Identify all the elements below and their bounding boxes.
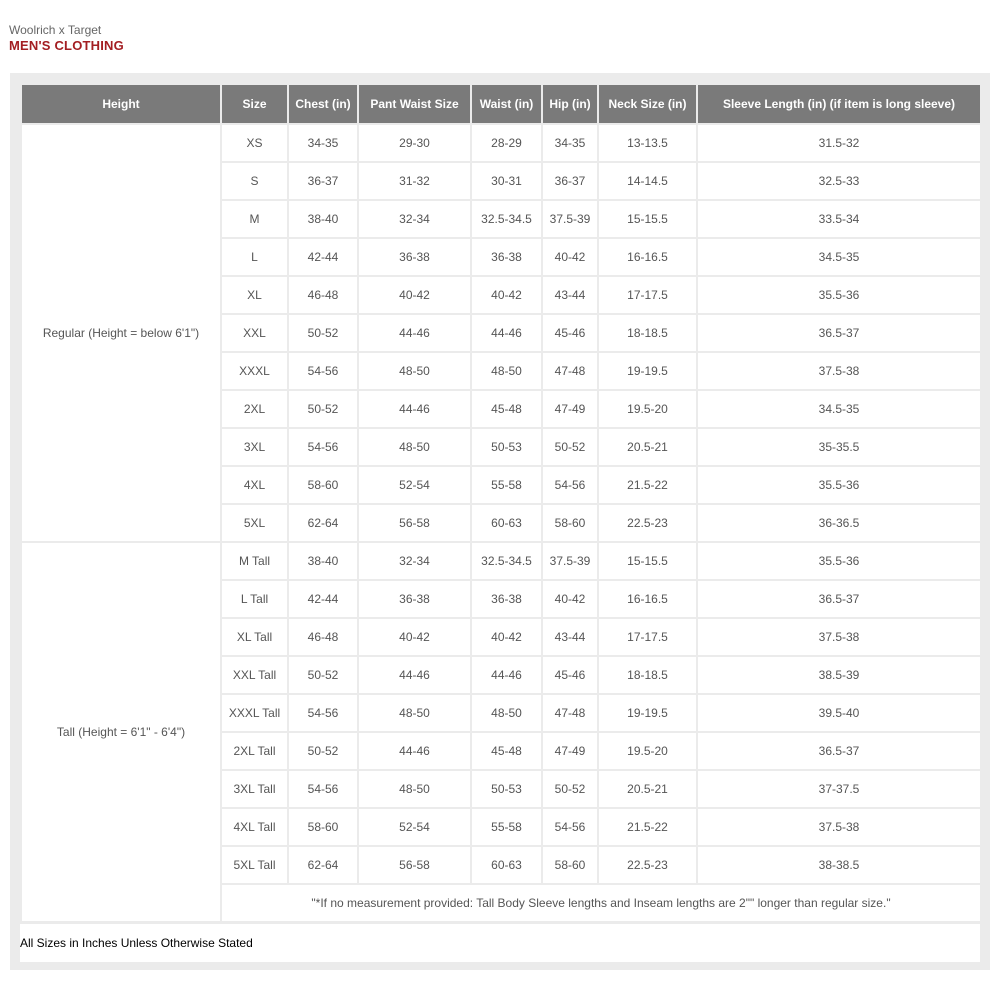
table-cell: 37.5-39: [542, 542, 598, 580]
table-cell: XXXL: [221, 352, 288, 390]
column-header: Height: [21, 84, 221, 124]
table-cell: 39.5-40: [697, 694, 981, 732]
tall-sizing-note: "*If no measurement provided: Tall Body Sleeve lengths and Inseam lengths are 2"" longer than regular size.": [221, 884, 981, 922]
table-cell: 62-64: [288, 504, 358, 542]
table-cell: 40-42: [471, 618, 542, 656]
table-row: [21, 124, 981, 162]
table-cell: 32.5-34.5: [471, 542, 542, 580]
table-cell: 35.5-36: [697, 466, 981, 504]
table-cell: 22.5-23: [598, 846, 697, 884]
table-cell: 36-38: [358, 580, 471, 618]
table-cell: XS: [221, 124, 288, 162]
table-cell: 43-44: [542, 618, 598, 656]
table-cell: XL Tall: [221, 618, 288, 656]
table-cell: 46-48: [288, 276, 358, 314]
table-cell: L: [221, 238, 288, 276]
table-cell: 31-32: [358, 162, 471, 200]
table-cell: 34.5-35: [697, 390, 981, 428]
table-cell: 50-53: [471, 428, 542, 466]
table-cell: 48-50: [358, 694, 471, 732]
height-group-label: Tall (Height = 6'1" - 6'4"): [21, 542, 221, 922]
footer-text: All Sizes in Inches Unless Otherwise Stated: [20, 936, 253, 950]
table-cell: 42-44: [288, 238, 358, 276]
table-cell: 36-36.5: [697, 504, 981, 542]
table-cell: 38.5-39: [697, 656, 981, 694]
table-cell: 22.5-23: [598, 504, 697, 542]
table-cell: 37.5-38: [697, 618, 981, 656]
table-cell: 18-18.5: [598, 656, 697, 694]
table-cell: 5XL: [221, 504, 288, 542]
table-cell: 14-14.5: [598, 162, 697, 200]
table-cell: 58-60: [542, 504, 598, 542]
table-cell: 50-52: [542, 428, 598, 466]
table-cell: 54-56: [288, 694, 358, 732]
table-cell: 19.5-20: [598, 390, 697, 428]
column-header: Waist (in): [471, 84, 542, 124]
table-cell: 44-46: [358, 656, 471, 694]
table-cell: 55-58: [471, 808, 542, 846]
table-cell: 3XL Tall: [221, 770, 288, 808]
table-cell: 3XL: [221, 428, 288, 466]
table-cell: 45-46: [542, 314, 598, 352]
table-cell: 62-64: [288, 846, 358, 884]
table-cell: 54-56: [288, 352, 358, 390]
table-cell: 38-40: [288, 542, 358, 580]
table-cell: 43-44: [542, 276, 598, 314]
table-cell: XL: [221, 276, 288, 314]
table-cell: 34.5-35: [697, 238, 981, 276]
table-cell: 48-50: [358, 352, 471, 390]
table-cell: 50-52: [288, 656, 358, 694]
table-cell: 35-35.5: [697, 428, 981, 466]
table-cell: 16-16.5: [598, 238, 697, 276]
column-header: Chest (in): [288, 84, 358, 124]
table-cell: 16-16.5: [598, 580, 697, 618]
page-title: MEN'S CLOTHING: [9, 38, 124, 53]
table-cell: 32-34: [358, 542, 471, 580]
table-header-row: [21, 84, 981, 124]
table-cell: 34-35: [542, 124, 598, 162]
table-cell: XXXL Tall: [221, 694, 288, 732]
table-cell: L Tall: [221, 580, 288, 618]
table-cell: 37-37.5: [697, 770, 981, 808]
table-cell: 44-46: [358, 732, 471, 770]
table-cell: 36-38: [358, 238, 471, 276]
table-cell: 58-60: [542, 846, 598, 884]
table-cell: 19-19.5: [598, 352, 697, 390]
table-cell: 36-37: [542, 162, 598, 200]
table-cell: 20.5-21: [598, 428, 697, 466]
table-body: [21, 124, 981, 922]
table-cell: 40-42: [358, 276, 471, 314]
table-cell: 38-38.5: [697, 846, 981, 884]
column-header: Pant Waist Size: [358, 84, 471, 124]
table-cell: 4XL Tall: [221, 808, 288, 846]
table-cell: 60-63: [471, 504, 542, 542]
table-cell: S: [221, 162, 288, 200]
column-header: Hip (in): [542, 84, 598, 124]
table-cell: 18-18.5: [598, 314, 697, 352]
table-cell: 36-37: [288, 162, 358, 200]
table-cell: 40-42: [471, 276, 542, 314]
table-cell: 42-44: [288, 580, 358, 618]
table-cell: 32.5-34.5: [471, 200, 542, 238]
table-cell: 29-30: [358, 124, 471, 162]
table-cell: 15-15.5: [598, 542, 697, 580]
column-header: Size: [221, 84, 288, 124]
table-row: [21, 542, 981, 580]
column-header: Neck Size (in): [598, 84, 697, 124]
table-cell: 60-63: [471, 846, 542, 884]
table-cell: 56-58: [358, 846, 471, 884]
table-cell: 40-42: [542, 580, 598, 618]
table-cell: 52-54: [358, 466, 471, 504]
table-cell: 37.5-39: [542, 200, 598, 238]
table-cell: 56-58: [358, 504, 471, 542]
table-cell: 19.5-20: [598, 732, 697, 770]
table-cell: 47-48: [542, 352, 598, 390]
table-cell: 48-50: [358, 428, 471, 466]
table-cell: 58-60: [288, 466, 358, 504]
column-header: Sleeve Length (in) (if item is long sleeve): [697, 84, 981, 124]
table-cell: 31.5-32: [697, 124, 981, 162]
brand-label: Woolrich x Target: [9, 23, 102, 37]
table-cell: 44-46: [471, 656, 542, 694]
table-cell: 44-46: [471, 314, 542, 352]
table-cell: 50-52: [288, 732, 358, 770]
table-cell: 35.5-36: [697, 542, 981, 580]
table-cell: 48-50: [471, 352, 542, 390]
table-cell: 54-56: [542, 466, 598, 504]
table-cell: 54-56: [288, 428, 358, 466]
table-cell: 47-49: [542, 732, 598, 770]
table-cell: 58-60: [288, 808, 358, 846]
table-cell: M Tall: [221, 542, 288, 580]
table-cell: 45-48: [471, 390, 542, 428]
table-cell: 20.5-21: [598, 770, 697, 808]
table-cell: 44-46: [358, 314, 471, 352]
table-cell: 50-52: [288, 390, 358, 428]
table-cell: 2XL: [221, 390, 288, 428]
table-cell: 54-56: [288, 770, 358, 808]
table-cell: 52-54: [358, 808, 471, 846]
table-cell: XXL Tall: [221, 656, 288, 694]
table-cell: 40-42: [358, 618, 471, 656]
table-cell: 36.5-37: [697, 580, 981, 618]
table-cell: 35.5-36: [697, 276, 981, 314]
table-cell: 21.5-22: [598, 466, 697, 504]
table-cell: 36.5-37: [697, 314, 981, 352]
table-cell: 47-48: [542, 694, 598, 732]
table-cell: 55-58: [471, 466, 542, 504]
table-cell: 30-31: [471, 162, 542, 200]
table-cell: 28-29: [471, 124, 542, 162]
table-cell: 34-35: [288, 124, 358, 162]
table-cell: 17-17.5: [598, 276, 697, 314]
table-cell: 36-38: [471, 238, 542, 276]
table-cell: 17-17.5: [598, 618, 697, 656]
table-cell: 37.5-38: [697, 352, 981, 390]
table-cell: 54-56: [542, 808, 598, 846]
table-cell: 46-48: [288, 618, 358, 656]
table-cell: 2XL Tall: [221, 732, 288, 770]
table-cell: 15-15.5: [598, 200, 697, 238]
table-cell: 33.5-34: [697, 200, 981, 238]
table-cell: 37.5-38: [697, 808, 981, 846]
table-cell: 19-19.5: [598, 694, 697, 732]
table-cell: 40-42: [542, 238, 598, 276]
table-cell: 32.5-33: [697, 162, 981, 200]
table-cell: 38-40: [288, 200, 358, 238]
size-chart-table: [20, 83, 982, 923]
table-cell: 47-49: [542, 390, 598, 428]
table-cell: 5XL Tall: [221, 846, 288, 884]
table-cell: XXL: [221, 314, 288, 352]
table-cell: 21.5-22: [598, 808, 697, 846]
table-cell: 50-52: [542, 770, 598, 808]
height-group-label: Regular (Height = below 6'1"): [21, 124, 221, 542]
table-cell: 50-52: [288, 314, 358, 352]
table-cell: 36-38: [471, 580, 542, 618]
table-cell: 48-50: [358, 770, 471, 808]
table-cell: M: [221, 200, 288, 238]
table-cell: 45-48: [471, 732, 542, 770]
table-cell: 13-13.5: [598, 124, 697, 162]
table-cell: 45-46: [542, 656, 598, 694]
table-cell: 36.5-37: [697, 732, 981, 770]
table-cell: 48-50: [471, 694, 542, 732]
table-cell: 44-46: [358, 390, 471, 428]
footer-note: [20, 924, 980, 962]
table-cell: 50-53: [471, 770, 542, 808]
table-cell: 4XL: [221, 466, 288, 504]
table-cell: 32-34: [358, 200, 471, 238]
